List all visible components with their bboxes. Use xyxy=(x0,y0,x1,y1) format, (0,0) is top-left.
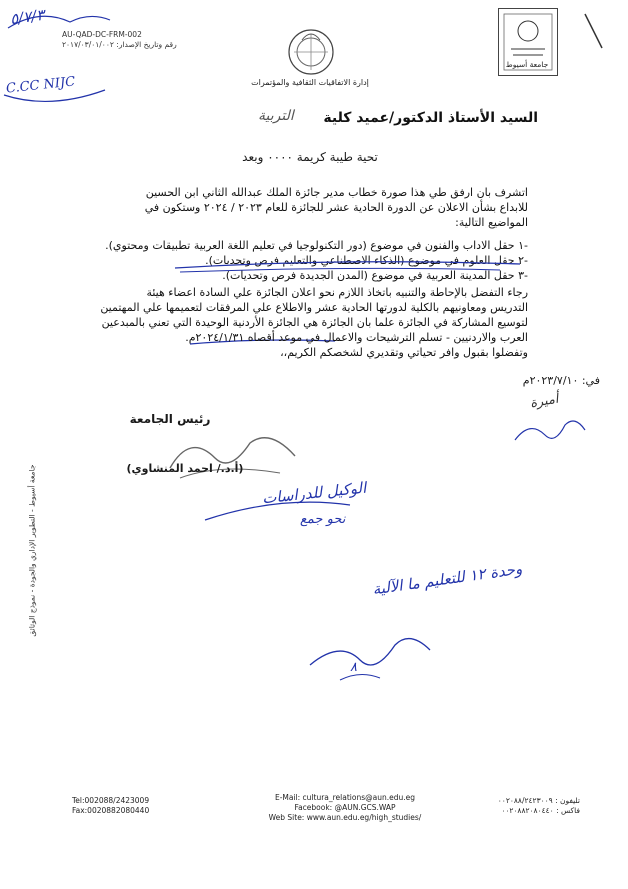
intro-line-3: المواضيع التالية: xyxy=(455,216,528,229)
footer-ar-fax: فاكس : ٠٠٢٠٨٨٢٠٨٠٤٤٠ xyxy=(501,806,580,815)
request-line-5: وتفضلوا بقبول وافر تحياتي وتقديري لشخصكم الكريم،، xyxy=(280,346,528,359)
salutation: السيد الأستاذ الدكتور/عميد كلية xyxy=(323,110,538,126)
date-line: في: ٢٠٢٣/٧/١٠م xyxy=(522,374,600,387)
dept-name: إدارة الاتفاقيات الثقافية والمؤتمرات xyxy=(251,78,369,87)
footer-contact-center xyxy=(235,793,455,823)
handwritten-mark: ٨ xyxy=(350,660,357,675)
request-line-3: لتوسيع المشاركة في الجائزة علما بان الجائزة هي الجائزة الأردنية الوحيدة التي تعني بالمبدعين xyxy=(101,316,528,329)
handwritten-dept-note: الوكيل للدراسات xyxy=(261,478,368,508)
footer-contact-left xyxy=(72,796,222,816)
signature-name: (أ.د./ احمد المنشاوي) xyxy=(126,462,244,475)
topic-item: -٣ حقل المدينة العربية في موضوع (المدن الجديدة فرص وتحديات). xyxy=(222,269,528,282)
handwritten-signature-right xyxy=(510,410,590,450)
request-line-2: التدريس ومعاونيهم بالكلية لدورتها الحادية عشر والاطلاع علي المرفقات لتعميمها علي المهتمين xyxy=(100,301,528,314)
handwritten-bottom-note: وحدة ١٢ للتعليم ما الآلية xyxy=(371,559,524,599)
footer-facebook[interactable]: Facebook: @AUN.GCS.WAP xyxy=(294,803,396,812)
handwritten-ref: ٥/٧/٣ xyxy=(8,5,46,29)
request-line-4: العرب والاردنيين - تسلم الترشيحات والاعمال في موعد أقصاه ٢٠٢٤/١/٣١م. xyxy=(185,331,528,344)
greeting: تحية طيبة كريمة ٠٠٠٠ وبعد xyxy=(242,150,378,164)
request-line-1: رجاء التفضل بالإحاطة والتنبيه باتخاذ اللازم نحو اعلان الجائزة علي السادة اعضاء هيئة xyxy=(146,286,528,299)
footer-tel: Tel:002088/2423009 xyxy=(72,796,150,805)
intro-line-1: اتشرف بان ارفق طي هذا صورة خطاب مدير جائزة الملك عبدالله الثاني ابن الحسين xyxy=(145,186,528,199)
form-code: AU-QAD-DC-FRM-002 xyxy=(62,30,142,39)
handwritten-dept-note-2: نحو جمع xyxy=(300,512,346,527)
footer-fax: Fax:0020882080440 xyxy=(72,806,150,815)
handwritten-initials xyxy=(300,620,440,690)
footer-email[interactable]: E-Mail: cultura_relations@aun.edu.eg xyxy=(274,793,416,802)
logo-right-text: جامعة أسيوط xyxy=(505,60,549,69)
side-vertical-text: جامعة أسيوط - التطوير الإداري والجودة - نموذج الوثائق xyxy=(27,464,37,637)
issue-line: رقم وتاريخ الإصدار: ٢٠١٧/٠٣/٠١/٠٠٢ xyxy=(62,40,177,49)
handwritten-amira: أميرة xyxy=(528,391,560,412)
footer-ar-tel: تليفون : ٠٠٢٠٨٨/٢٤٢٣٠٠٩ xyxy=(497,796,580,805)
president-signature xyxy=(160,428,310,488)
topic-item: -٢ حقل العلوم في موضوع (الذكاء الاصطناعي والتعليم فرص وتحديات). xyxy=(205,254,528,267)
handwritten-underline xyxy=(200,490,360,530)
request-paragraph xyxy=(68,285,528,360)
footer-web[interactable]: Web Site: www.aun.edu.eg/high_studies/ xyxy=(268,813,422,822)
topic-item: -١ حقل الاداب والفنون في موضوع (دور التكنولوجيا في تعليم اللغة العربية تطبيقات ومحتوي). xyxy=(105,239,528,252)
signature-title: رئيس الجامعة xyxy=(129,412,211,426)
footer-contact-right xyxy=(470,796,580,816)
handwritten-code: C.CC NIJC xyxy=(5,74,76,97)
salutation-hand: التربية xyxy=(258,108,294,124)
intro-line-2: للابداع بشأن الاعلان عن الدورة الحادية عشر للجائزة للعام ٢٠٢٣ / ٢٠٢٤ وستكون في xyxy=(144,201,528,214)
